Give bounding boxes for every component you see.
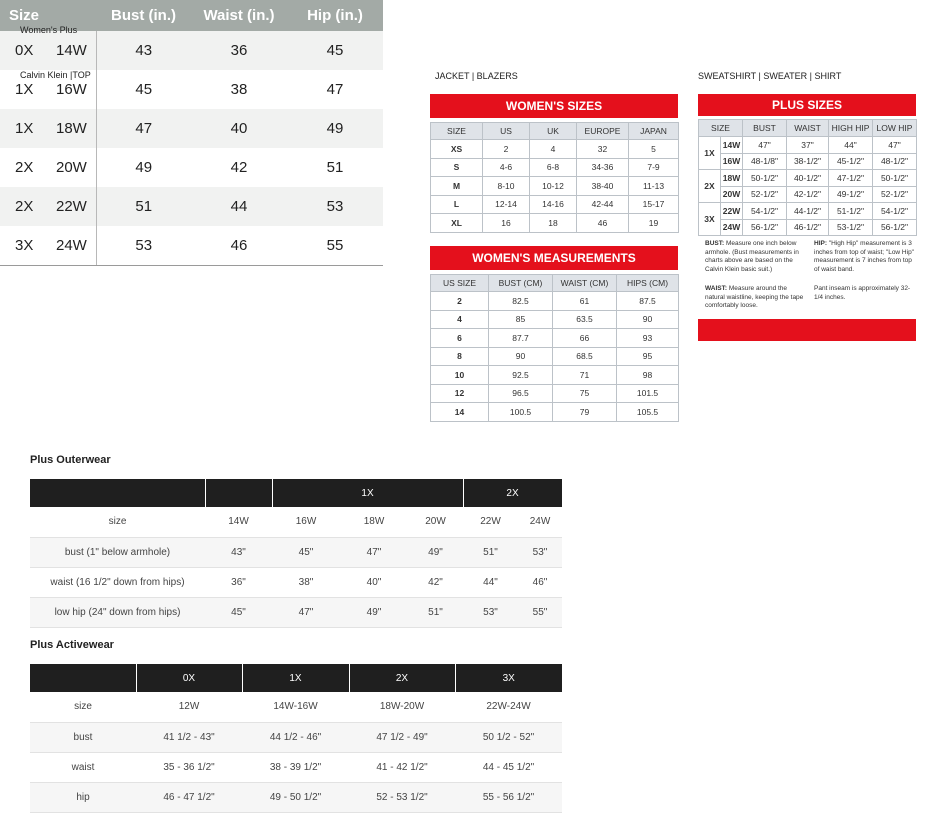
outerwear-cell: 14W — [205, 507, 272, 537]
plus-cell: 47" — [743, 137, 787, 154]
plus-cell: 50-1/2" — [873, 170, 917, 187]
meas-header-cell: US SIZE — [431, 275, 489, 292]
plus-cell: 14W — [721, 137, 743, 154]
top-cell: 1X — [0, 109, 56, 148]
plus-row — [699, 137, 917, 154]
sizes-cell: 19 — [629, 214, 679, 233]
outerwear-cell: 51" — [463, 537, 518, 567]
womens-measurements-table — [430, 274, 679, 422]
plus-cell: 47-1/2" — [829, 170, 873, 187]
outerwear-cell: 49" — [408, 537, 463, 567]
outerwear-cell: 44" — [463, 567, 518, 597]
activewear-cell: 14W-16W — [242, 692, 349, 722]
sizes-row — [431, 140, 679, 159]
sizes-cell: 4 — [530, 140, 577, 159]
top-cell: 18W — [56, 109, 96, 148]
sizes-cell: 10-12 — [530, 177, 577, 196]
outerwear-header-cell: 2X — [463, 479, 562, 507]
meas-cell: 101.5 — [617, 384, 679, 403]
outerwear-cell: 46" — [518, 567, 562, 597]
activewear-cell: 49 - 50 1/2" — [242, 782, 349, 812]
activewear-header-cell: 0X — [136, 664, 242, 692]
sizes-cell: 38-40 — [577, 177, 629, 196]
plus-cell: 37" — [787, 137, 829, 154]
meas-cell: 87.5 — [617, 292, 679, 311]
outerwear-cell: 42" — [408, 567, 463, 597]
meas-cell: 98 — [617, 366, 679, 385]
plus-cell: 44" — [829, 137, 873, 154]
activewear-cell: 18W-20W — [349, 692, 455, 722]
womens-measurements-title: WOMEN'S MEASUREMENTS — [430, 246, 678, 270]
top-cell: 45 — [287, 31, 383, 70]
sizes-cell: 2 — [483, 140, 530, 159]
sizes-cell: 7-9 — [629, 158, 679, 177]
sizes-row — [431, 158, 679, 177]
sizes-header-cell: JAPAN — [629, 123, 679, 140]
outerwear-cell: 36" — [205, 567, 272, 597]
plus-cell: 52-1/2" — [873, 186, 917, 203]
activewear-cell: waist — [30, 752, 136, 782]
plus-cell: 52-1/2" — [743, 186, 787, 203]
meas-row — [431, 310, 679, 329]
top-cell: 49 — [135, 159, 153, 176]
outerwear-table: 1X 2X 3X size 14W 16W 18W 20W 22W 24W bust (1" below armhole) 43" 45" 47" 49" 51" 53" waist (16 1/2" down from hips) 36" 38" 40" 42" 44" 46" low hip (24" down from hips) 45" 47" 49" 51" 53" 55" — [30, 479, 562, 628]
top-cell: 2X — [0, 187, 56, 226]
waist-note: WAIST: Measure around the natural waistline, keeping the tape comfortably loose. — [705, 285, 804, 309]
sizes-cell: 34-36 — [577, 158, 629, 177]
meas-header-cell: HIPS (CM) — [617, 275, 679, 292]
activewear-cell: 41 - 42 1/2" — [349, 752, 455, 782]
activewear-table — [30, 664, 562, 813]
plus-cell: 56-1/2" — [873, 219, 917, 236]
meas-row — [431, 403, 679, 422]
outerwear-header-cell — [30, 479, 205, 507]
top-cell: 47 — [96, 109, 191, 148]
sizes-cell: 8-10 — [483, 177, 530, 196]
outerwear-row — [30, 537, 562, 567]
top-row — [0, 31, 383, 70]
sizes-header-cell: UK — [530, 123, 577, 140]
hip-note: HIP: "High Hip" measurement is 3 inches from top of waist; "Low Hip" measurement is 7 inches from top of waist band. — [814, 240, 914, 273]
sizes-header-cell: SIZE — [431, 123, 483, 140]
outerwear-header-cell — [205, 479, 272, 507]
plus-cell: 48-1/2" — [873, 153, 917, 170]
meas-cell: 63.5 — [553, 310, 617, 329]
sizes-cell: 14-16 — [530, 195, 577, 214]
sizes-header-cell: US — [483, 123, 530, 140]
plus-group-cell: 1X — [699, 137, 721, 170]
sizes-header-cell: EUROPE — [577, 123, 629, 140]
top-cell: 40 — [191, 109, 287, 148]
plus-row — [699, 203, 917, 220]
top-row — [0, 187, 383, 226]
meas-cell: 6 — [431, 329, 489, 348]
top-cell: 51 — [326, 159, 344, 176]
top-cell: 16W — [56, 70, 96, 109]
activewear-header-cell: 3X — [455, 664, 562, 692]
meas-cell: 79 — [553, 403, 617, 422]
meas-cell: 12 — [431, 384, 489, 403]
activewear-cell: 50 1/2 - 52" — [455, 722, 562, 752]
top-header-cell: Size — [0, 0, 56, 31]
meas-cell: 10 — [431, 366, 489, 385]
meas-header-cell: WAIST (CM) — [553, 275, 617, 292]
outerwear-cell: 45" — [205, 597, 272, 627]
plus-group-cell: 3X — [699, 203, 721, 236]
activewear-cell: bust — [30, 722, 136, 752]
outerwear-cell: 16W — [272, 507, 340, 537]
activewear-cell: 22W-24W — [455, 692, 562, 722]
top-section-label: Calvin Klein |TOP — [20, 70, 91, 80]
outerwear-cell: low hip (24" down from hips) — [30, 597, 205, 627]
plus-cell: 18W — [721, 170, 743, 187]
activewear-row — [30, 692, 562, 722]
sizes-cell: L — [431, 195, 483, 214]
plus-cell: 16W — [721, 153, 743, 170]
jacket-section-label: JACKET | BLAZERS — [435, 71, 518, 81]
outerwear-cell: 45" — [272, 537, 340, 567]
inseam-note: Pant inseam is approximately 32-1/4 inches. — [814, 285, 911, 301]
plus-cell: 24W — [721, 219, 743, 236]
activewear-cell: 47 1/2 - 49" — [349, 722, 455, 752]
outerwear-cell: bust (1" below armhole) — [30, 537, 205, 567]
plus-row — [699, 170, 917, 187]
top-cell: 46 — [191, 226, 287, 265]
meas-cell: 90 — [489, 347, 553, 366]
top-cell: 24W — [56, 226, 96, 265]
top-cell: 36 — [191, 31, 287, 70]
meas-cell: 8 — [431, 347, 489, 366]
plus-cell: 54-1/2" — [873, 203, 917, 220]
plus-cell: 49-1/2" — [829, 186, 873, 203]
top-cell: 53 — [96, 226, 191, 265]
meas-cell: 4 — [431, 310, 489, 329]
meas-row — [431, 384, 679, 403]
plus-cell: 46-1/2" — [787, 219, 829, 236]
plus-sizes-table — [698, 119, 917, 236]
activewear-header-cell: 1X — [242, 664, 349, 692]
outerwear-cell: 49" — [340, 597, 408, 627]
meas-cell: 87.7 — [489, 329, 553, 348]
plus-cell: 48-1/8" — [743, 153, 787, 170]
top-size-table — [0, 0, 383, 266]
outerwear-cell: 47" — [272, 597, 340, 627]
womens-sizes-table — [430, 122, 679, 233]
plus-row — [699, 219, 917, 236]
meas-cell: 95 — [617, 347, 679, 366]
meas-cell: 96.5 — [489, 384, 553, 403]
meas-row — [431, 292, 679, 311]
meas-cell: 71 — [553, 366, 617, 385]
plus-cell: 54-1/2" — [743, 203, 787, 220]
bust-note: BUST: Measure one inch below armhole. (Bust measurements in charts above are based on the Calvin Klein basic suit.) — [705, 240, 799, 273]
outerwear-cell: 43" — [205, 537, 272, 567]
outerwear-cell: 53" — [518, 537, 562, 567]
top-header-cell: Bust (in.) — [96, 0, 191, 31]
top-cell: 47 — [326, 81, 344, 98]
plus-header-cell: WAIST — [787, 120, 829, 137]
plus-row — [699, 153, 917, 170]
plus-header-cell: SIZE — [699, 120, 743, 137]
activewear-header-cell: 2X — [349, 664, 455, 692]
activewear-row — [30, 722, 562, 752]
sweat-section-label: SWEATSHIRT | SWEATER | SHIRT — [698, 71, 842, 81]
meas-cell: 92.5 — [489, 366, 553, 385]
plus-cell: 20W — [721, 186, 743, 203]
sizes-cell: 32 — [577, 140, 629, 159]
meas-cell: 14 — [431, 403, 489, 422]
plus-cell: 44-1/2" — [787, 203, 829, 220]
top-cell: 0X — [0, 31, 56, 70]
sizes-cell: 42-44 — [577, 195, 629, 214]
sizes-cell: 12-14 — [483, 195, 530, 214]
sizes-cell: S — [431, 158, 483, 177]
activewear-header-cell — [30, 664, 136, 692]
sizes-cell: 46 — [577, 214, 629, 233]
plus-header-cell: HIGH HIP — [829, 120, 873, 137]
top-cell: 38 — [230, 81, 248, 98]
top-cell: 1X — [15, 81, 34, 98]
sizes-cell: XS — [431, 140, 483, 159]
meas-cell: 105.5 — [617, 403, 679, 422]
outerwear-cell: 40" — [340, 567, 408, 597]
plus-row — [699, 186, 917, 203]
sizes-cell: 5 — [629, 140, 679, 159]
meas-header-cell: BUST (CM) — [489, 275, 553, 292]
sizes-cell: XL — [431, 214, 483, 233]
sizes-cell: 18 — [530, 214, 577, 233]
meas-row — [431, 329, 679, 348]
outerwear-cell: 55" — [518, 597, 562, 627]
meas-cell: 82.5 — [489, 292, 553, 311]
outerwear-title: Plus Outerwear — [30, 454, 111, 466]
top-cell: 20W — [56, 148, 96, 187]
plus-cell: 50-1/2" — [743, 170, 787, 187]
sizes-row — [431, 195, 679, 214]
activewear-row — [30, 752, 562, 782]
meas-cell: 66 — [553, 329, 617, 348]
top-cell: 53 — [287, 187, 383, 226]
top-cell: 51 — [96, 187, 191, 226]
top-cell: 55 — [287, 226, 383, 265]
top-cell: 14W — [56, 31, 96, 70]
meas-cell: 85 — [489, 310, 553, 329]
activewear-cell: hip — [30, 782, 136, 812]
activewear-cell: 35 - 36 1/2" — [136, 752, 242, 782]
top-cell: 42 — [230, 159, 248, 176]
outerwear-header-cell: 1X — [272, 479, 463, 507]
outerwear-cell: 18W — [340, 507, 408, 537]
plus-cell: 56-1/2" — [743, 219, 787, 236]
plus-cell: 22W — [721, 203, 743, 220]
activewear-cell: 41 1/2 - 43" — [136, 722, 242, 752]
plus-cell: 42-1/2" — [787, 186, 829, 203]
top-cell: 22W — [56, 187, 96, 226]
plus-header-cell: BUST — [743, 120, 787, 137]
meas-cell: 93 — [617, 329, 679, 348]
sizes-cell: 4-6 — [483, 158, 530, 177]
top-cell: 3X — [0, 226, 56, 265]
top-cell: 44 — [191, 187, 287, 226]
plus-sizes-title: PLUS SIZES — [698, 94, 916, 116]
outerwear-cell: size — [30, 507, 205, 537]
plus-cell: 53-1/2" — [829, 219, 873, 236]
top-row — [0, 109, 383, 148]
meas-cell: 68.5 — [553, 347, 617, 366]
activewear-row — [30, 782, 562, 812]
outerwear-cell: 24W — [518, 507, 562, 537]
activewear-cell: 38 - 39 1/2" — [242, 752, 349, 782]
womens-sizes-title: WOMEN'S SIZES — [430, 94, 678, 118]
top-row — [0, 226, 383, 265]
outerwear-cell: 51" — [408, 597, 463, 627]
activewear-cell: 44 1/2 - 46" — [242, 722, 349, 752]
top-header-cell: Hip (in.) — [287, 0, 383, 31]
outerwear-row — [30, 567, 562, 597]
plus-group-cell: 2X — [699, 170, 721, 203]
meas-cell: 90 — [617, 310, 679, 329]
red-footer-bar — [698, 319, 916, 341]
outerwear-cell: 22W — [463, 507, 518, 537]
sizes-cell: 15-17 — [629, 195, 679, 214]
sizes-cell: 16 — [483, 214, 530, 233]
top-header-cell: Waist (in.) — [191, 0, 287, 31]
outerwear-cell: waist (16 1/2" down from hips) — [30, 567, 205, 597]
meas-cell: 75 — [553, 384, 617, 403]
activewear-title: Plus Activewear — [30, 639, 114, 651]
meas-cell: 61 — [553, 292, 617, 311]
top-cell: 49 — [287, 109, 383, 148]
activewear-cell: 46 - 47 1/2" — [136, 782, 242, 812]
activewear-cell: size — [30, 692, 136, 722]
plus-cell: 38-1/2" — [787, 153, 829, 170]
top-cell: 2X — [15, 159, 34, 176]
outerwear-cell: 53" — [463, 597, 518, 627]
outerwear-row — [30, 507, 562, 537]
sizes-row — [431, 177, 679, 196]
outerwear-row — [30, 597, 562, 627]
outerwear-cell: 20W — [408, 507, 463, 537]
sizes-cell: 6-8 — [530, 158, 577, 177]
page-title: Women's Plus — [20, 25, 78, 35]
plus-cell: 51-1/2" — [829, 203, 873, 220]
meas-cell: 100.5 — [489, 403, 553, 422]
meas-cell: 2 — [431, 292, 489, 311]
meas-row — [431, 347, 679, 366]
plus-header-cell: LOW HIP — [873, 120, 917, 137]
sizes-cell: M — [431, 177, 483, 196]
plus-cell: 47" — [873, 137, 917, 154]
top-cell: 43 — [96, 31, 191, 70]
top-cell: 45 — [135, 81, 153, 98]
sizes-cell: 11-13 — [629, 177, 679, 196]
activewear-cell: 52 - 53 1/2" — [349, 782, 455, 812]
meas-row — [431, 366, 679, 385]
plus-cell: 40-1/2" — [787, 170, 829, 187]
sizes-row — [431, 214, 679, 233]
activewear-cell: 55 - 56 1/2" — [455, 782, 562, 812]
activewear-cell: 44 - 45 1/2" — [455, 752, 562, 782]
outerwear-cell: 38" — [272, 567, 340, 597]
top-row — [0, 148, 383, 187]
plus-cell: 45-1/2" — [829, 153, 873, 170]
activewear-cell: 12W — [136, 692, 242, 722]
outerwear-cell: 47" — [340, 537, 408, 567]
